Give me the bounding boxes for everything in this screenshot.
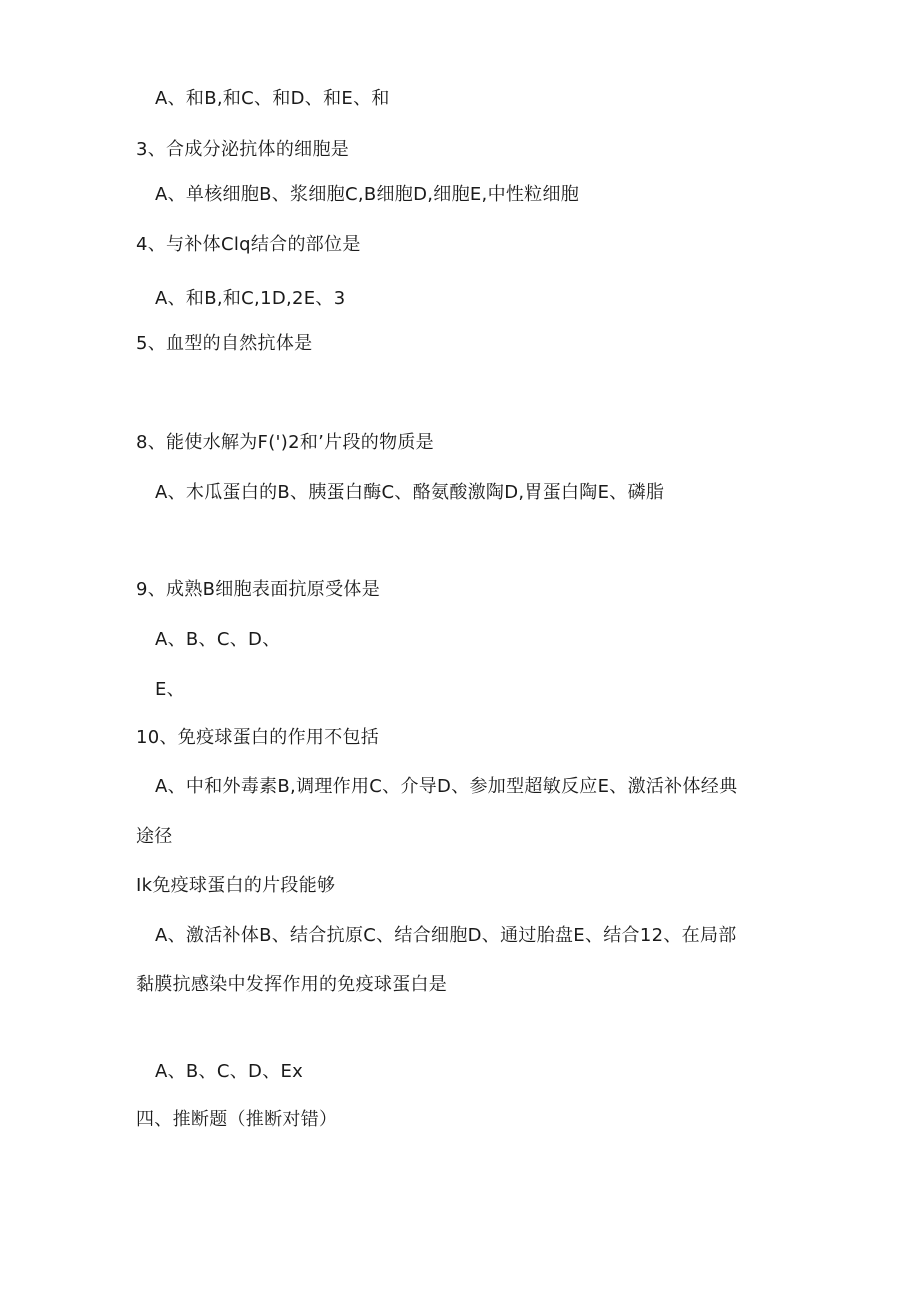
q11-options-and-question-12: A、激活补体B、结合抗原C、结合细胞D、通过胎盘E、结合12、在局部 xyxy=(155,925,737,946)
question-12-continued: 黏膜抗感染中发挥作用的免疫球蛋白是 xyxy=(136,974,448,995)
question-9: 9、成熟B细胞表面抗原受体是 xyxy=(136,579,380,600)
q12-options: A、B、C、D、Ex xyxy=(155,1061,304,1082)
q8-options: A、木瓜蛋白的B、胰蛋白酶C、酪氨酸激陶D,胃蛋白陶E、磷脂 xyxy=(155,482,665,503)
q4-options: A、和B,和C,1D,2E、3 xyxy=(155,288,346,309)
q9-options-line1: A、B、C、D、 xyxy=(155,629,281,650)
section-heading-judgement: 四、推断题（推断对错） xyxy=(136,1109,338,1130)
q10-options-continued: 途径 xyxy=(136,826,173,847)
q3-options: A、单核细胞B、浆细胞C,B细胞D,细胞E,中性粒细胞 xyxy=(155,184,580,205)
q10-options: A、中和外毒素B,调理作用C、介导D、参加型超敏反应E、激活补体经典 xyxy=(155,776,738,797)
q9-options-line2: E、 xyxy=(155,679,185,700)
question-5: 5、血型的自然抗体是 xyxy=(136,333,313,354)
q2-options: A、和B,和C、和D、和E、和 xyxy=(155,88,390,109)
question-10: 10、免疫球蛋白的作用不包括 xyxy=(136,727,380,748)
question-8: 8、能使水解为F(')2和’片段的物质是 xyxy=(136,432,434,453)
question-11: Ik免疫球蛋白的片段能够 xyxy=(136,875,336,896)
question-4: 4、与补体Clq结合的部位是 xyxy=(136,234,361,255)
question-3: 3、合成分泌抗体的细胞是 xyxy=(136,139,350,160)
